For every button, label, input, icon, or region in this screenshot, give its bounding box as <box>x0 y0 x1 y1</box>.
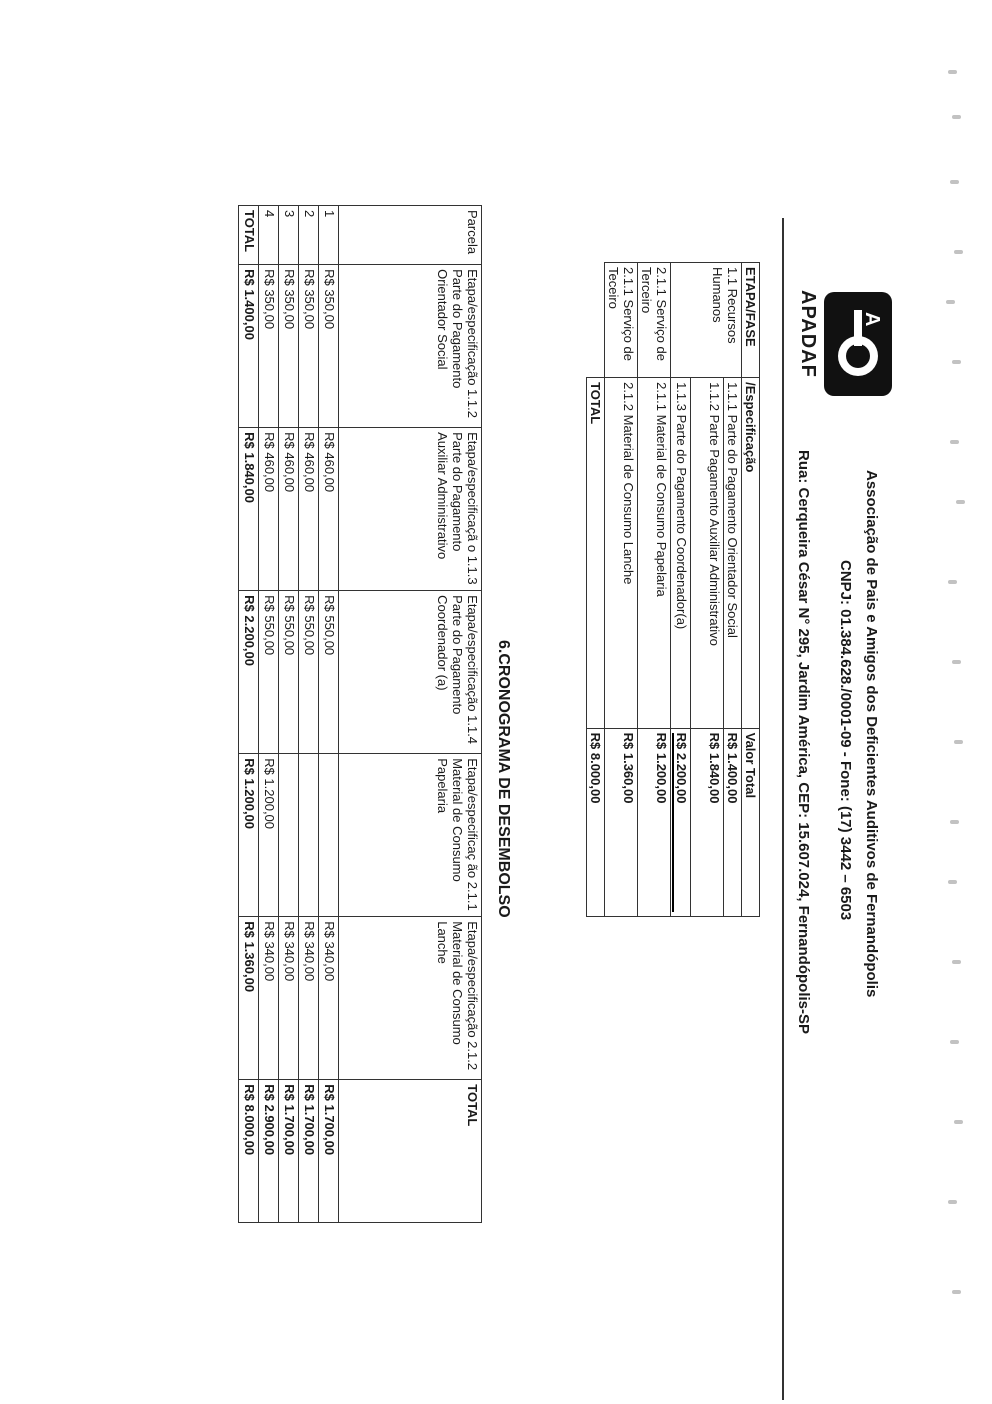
budget-fase: 1.1 Recursos Humanos <box>671 263 742 378</box>
schedule-cell <box>319 754 339 917</box>
schedule-header-parcela: Parcela <box>339 206 482 265</box>
schedule-header-etapa: Etapa/especificação 1.1.2 Parte do Pagamento Orientador Social <box>339 265 482 428</box>
schedule-parcela: 3 <box>279 206 299 265</box>
schedule-header-etapa: Etapa/especificação 2.1.2 Material de Consumo Lanche <box>339 917 482 1080</box>
schedule-cell: R$ 350,00 <box>279 265 299 428</box>
letterhead <box>762 0 992 1404</box>
schedule-cell: R$ 550,00 <box>259 591 279 754</box>
header-divider <box>782 218 784 1400</box>
budget-valor: R$ 1.400,00 <box>724 728 742 916</box>
schedule-total-cell: R$ 1.840,00 <box>239 428 259 591</box>
budget-total-row <box>587 263 605 917</box>
schedule-total-row <box>239 206 259 1223</box>
cnpj-phone: CNPJ: 01.384.628./0001-09 - Fone: (17) 3442 – 6503 <box>837 560 854 921</box>
budget-valor: R$ 1.360,00 <box>605 728 638 916</box>
budget-row <box>638 263 671 917</box>
budget-especificacao: 1.1.1 Parte do Pagamento Orientador Social <box>724 378 742 729</box>
schedule-total-cell: R$ 1.200,00 <box>239 754 259 917</box>
schedule-parcela: 1 <box>319 206 339 265</box>
schedule-total-cell: R$ 1.400,00 <box>239 265 259 428</box>
schedule-cell: R$ 340,00 <box>319 917 339 1080</box>
svg-text:A: A <box>861 312 883 327</box>
schedule-cell: R$ 460,00 <box>259 428 279 591</box>
schedule-cell: R$ 340,00 <box>259 917 279 1080</box>
schedule-row <box>259 206 279 1223</box>
schedule-row-total: R$ 2.900,00 <box>259 1080 279 1223</box>
schedule-header-total: TOTAL <box>339 1080 482 1223</box>
schedule-row-total: R$ 1.700,00 <box>319 1080 339 1223</box>
budget-especificacao: 2.1.1 Material de Consumo Papelaria <box>638 378 671 729</box>
organization-name: Associação de Pais e Amigos dos Deficientes Auditivos de Fernandópolis <box>863 470 880 998</box>
budget-valor: R$ 1.200,00 <box>638 728 671 916</box>
schedule-cell <box>299 754 319 917</box>
budget-total-value: R$ 8.000,00 <box>587 728 605 916</box>
budget-row <box>605 263 638 917</box>
schedule-row <box>279 206 299 1223</box>
schedule-total-cell: R$ 1.360,00 <box>239 917 259 1080</box>
schedule-table <box>238 205 482 1223</box>
schedule-header-etapa: Etapa/especificaç ão 2.1.1 Material de Consumo Papelaria <box>339 754 482 917</box>
schedule-cell: R$ 340,00 <box>299 917 319 1080</box>
schedule-total-cell: R$ 2.200,00 <box>239 591 259 754</box>
schedule-cell: R$ 550,00 <box>319 591 339 754</box>
budget-header-valor: Valor Total <box>742 728 760 916</box>
budget-fase: 2.1.1 Serviço de Terceiro <box>638 263 671 378</box>
schedule-cell: R$ 350,00 <box>299 265 319 428</box>
schedule-row-total: R$ 1.700,00 <box>279 1080 299 1223</box>
budget-row <box>724 263 742 917</box>
schedule-row <box>319 206 339 1223</box>
schedule-cell: R$ 460,00 <box>279 428 299 591</box>
schedule-cell: R$ 550,00 <box>279 591 299 754</box>
budget-valor: R$ 1.840,00 <box>691 728 724 916</box>
budget-header-especificacao: /Especificação <box>742 378 760 729</box>
schedule-header-row <box>339 206 482 1223</box>
schedule-parcela: 2 <box>299 206 319 265</box>
schedule-cell: R$ 460,00 <box>299 428 319 591</box>
budget-header-fase: ETAPA/FASE <box>742 263 760 378</box>
schedule-cell: R$ 460,00 <box>319 428 339 591</box>
schedule-row <box>299 206 319 1223</box>
schedule-grand-total: R$ 8.000,00 <box>239 1080 259 1223</box>
budget-header-row <box>742 263 760 917</box>
schedule-cell: R$ 1.200,00 <box>259 754 279 917</box>
schedule-cell: R$ 550,00 <box>299 591 319 754</box>
logo-text: APADAF <box>797 290 819 378</box>
schedule-cell: R$ 340,00 <box>279 917 299 1080</box>
schedule-header-etapa: Etapa/especificaçã o 1.1.3 Parte do Pagamento Auxiliar Administrativo <box>339 428 482 591</box>
apadaf-logo <box>798 290 894 400</box>
schedule-cell <box>279 754 299 917</box>
schedule-cell: R$ 350,00 <box>319 265 339 428</box>
budget-valor: R$ 2.200,00 <box>672 733 689 912</box>
budget-table <box>586 262 760 917</box>
schedule-parcela: 4 <box>259 206 279 265</box>
budget-total-label: TOTAL <box>587 378 605 729</box>
schedule-row-total: R$ 1.700,00 <box>299 1080 319 1223</box>
address: Rua: Cerqueira César N° 295, Jardim América, CEP: 15.607.024, Fernandópolis-SP <box>795 450 812 1035</box>
ear-logo-icon <box>822 290 894 398</box>
budget-especificacao: 1.1.3 Parte do Pagamento Coordenador(a) <box>671 378 691 729</box>
schedule-cell: R$ 350,00 <box>259 265 279 428</box>
schedule-header-etapa: Etapa/especificação 1.1.4 Parte do Pagamento Coordenador (a) <box>339 591 482 754</box>
schedule-title: 6.CRONOGRAMA DE DESEMBOLSO <box>495 640 512 918</box>
budget-fase: 2.1.1 Serviço de Teceiro <box>605 263 638 378</box>
budget-especificacao: 1.1.2 Parte Pagamento Auxiliar Administrativo <box>691 378 724 729</box>
schedule-total-label: TOTAL <box>239 206 259 265</box>
budget-especificacao: 2.1.2 Material de Consumo Lanche <box>605 378 638 729</box>
